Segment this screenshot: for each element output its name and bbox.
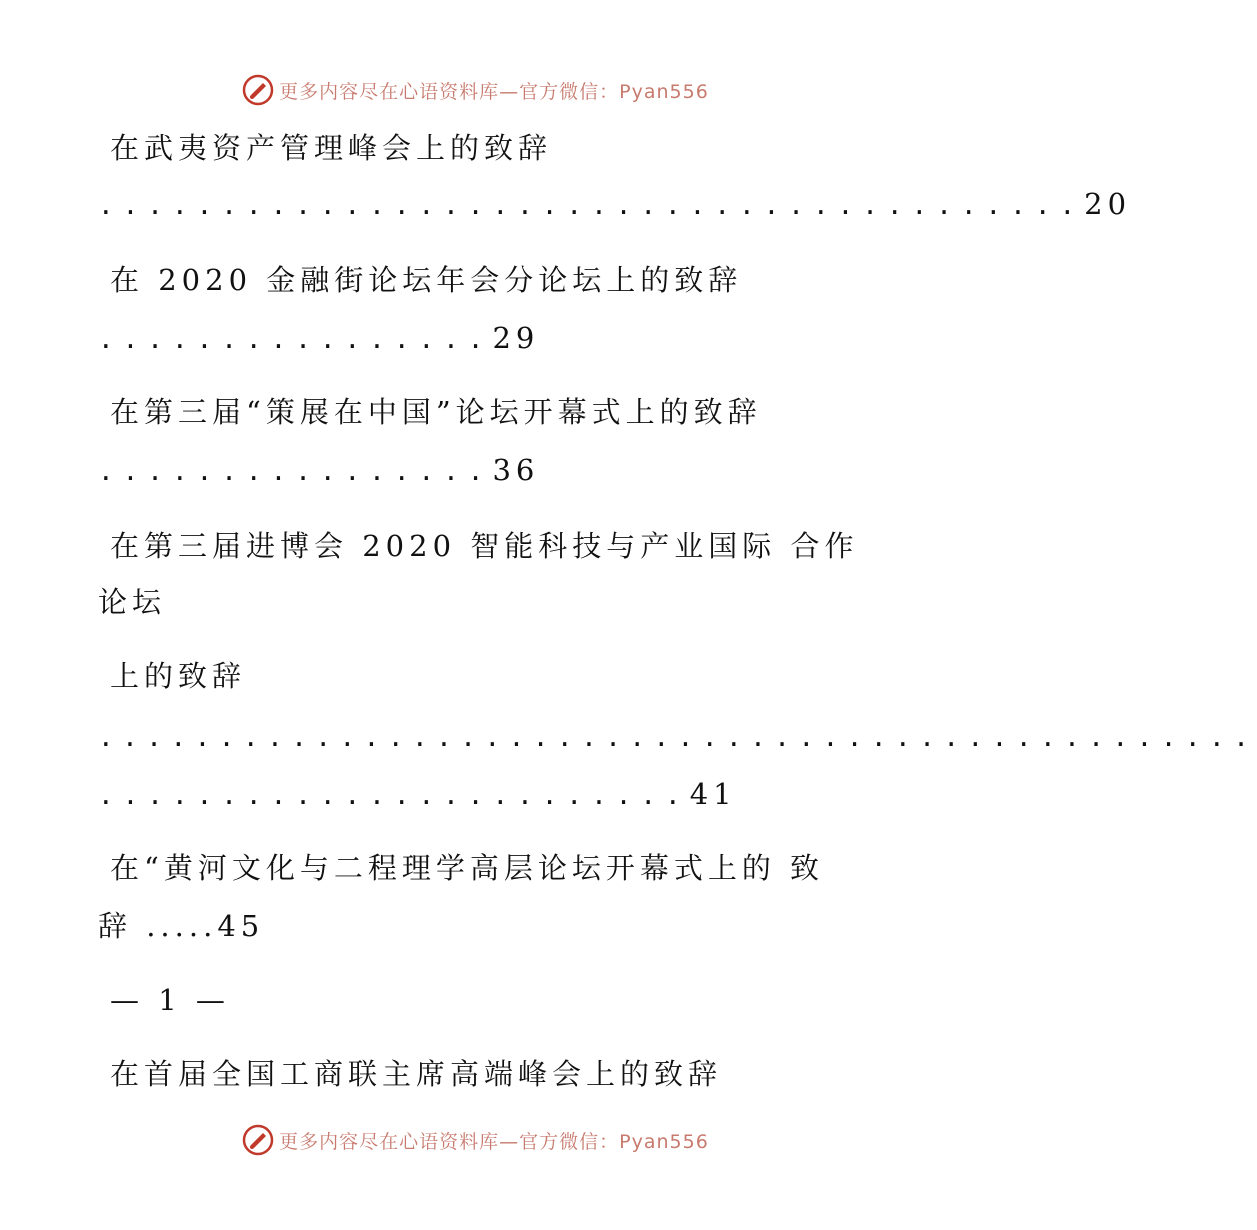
watermark-bottom [0,1120,950,1160]
toc-entry-title: 在武夷资产管理峰会上的致辞 [110,131,553,165]
toc-entry-title: 在第三届“策展在中国”论坛开幕式上的致辞 [110,395,762,429]
logo-icon [241,73,275,107]
toc-entry-title: 在“黄河文化与二程理学高层论坛开幕式上的 致 [110,851,825,885]
page-number: — 1 — [110,983,230,1017]
toc-entry-leader: ........................................20 [98,187,1132,221]
toc-entry-title-cont: 上的致辞 [110,659,247,693]
toc-entry-title-cont: 辞 .....45 [98,909,265,943]
toc-entry-leader: ................................................ [98,723,1257,753]
logo-icon [241,1123,275,1157]
toc-entry-leader: ................29 [98,321,540,355]
toc-entry-leader: ........................41 [98,777,737,811]
toc-entry-title: 在首届全国工商联主席高端峰会上的致辞 [110,1057,723,1091]
watermark-text: 更多内容尽在心语资料库—官方微信：Pyan556 [279,80,709,103]
toc-entry-title: 在第三届进博会 2020 智能科技与产业国际 合作 [110,529,859,563]
watermark-top [0,70,950,110]
toc-entry-title: 在 2020 金融街论坛年会分论坛上的致辞 [110,263,743,297]
watermark-text: 更多内容尽在心语资料库—官方微信：Pyan556 [279,1130,709,1153]
toc-entry-leader: ................36 [98,453,540,487]
toc-entry-title-cont: 论坛 [98,585,167,619]
